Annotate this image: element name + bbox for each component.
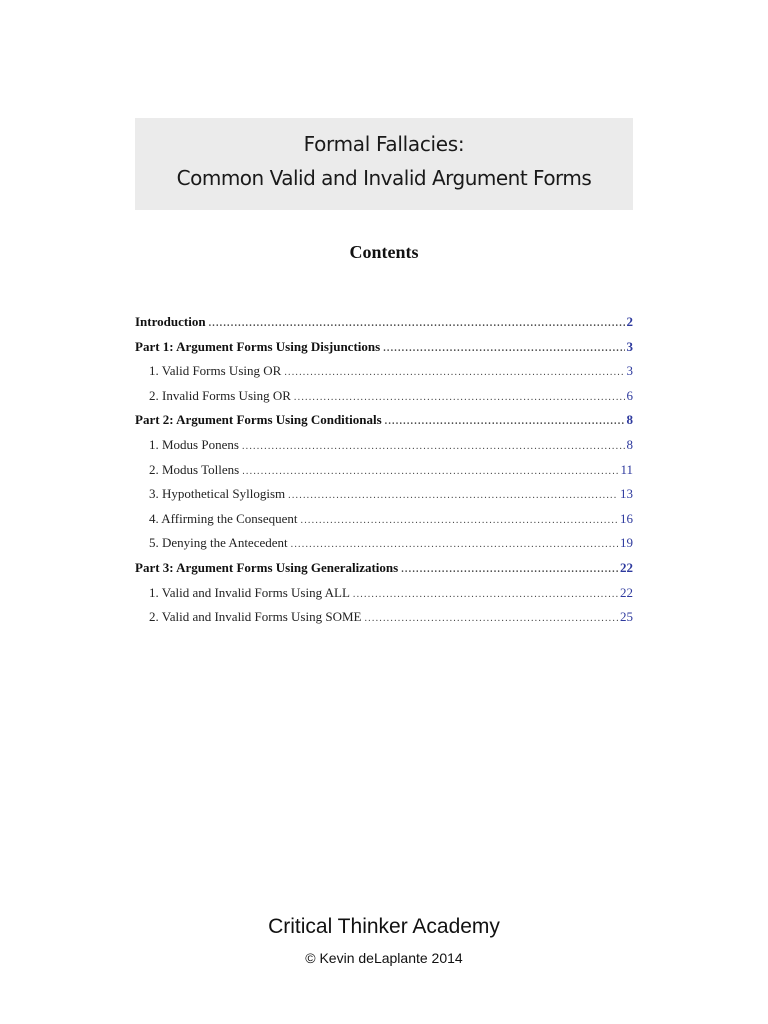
toc-dot-leader [288, 484, 618, 509]
toc-page-number[interactable]: 11 [620, 461, 633, 477]
toc-dot-leader [301, 509, 618, 534]
toc-dot-leader [291, 533, 618, 558]
toc-dot-leader [353, 583, 618, 608]
toc-page-number[interactable]: 19 [620, 535, 633, 551]
toc-entry[interactable] [135, 581, 633, 606]
toc-page-number[interactable]: 16 [620, 510, 633, 526]
toc-entry[interactable] [135, 482, 633, 507]
document-title-line-1: Formal Fallacies: [303, 132, 465, 156]
toc-entry[interactable] [135, 359, 633, 384]
toc-entry-title[interactable]: 5. Denying the Antecedent [149, 535, 288, 551]
toc-entry-title[interactable]: 1. Valid Forms Using OR [149, 363, 282, 379]
toc-entry[interactable] [135, 458, 633, 483]
toc-entry[interactable] [135, 335, 633, 360]
contents-heading: Contents [349, 242, 419, 262]
organization-name: Critical Thinker Academy [268, 915, 500, 938]
toc-entry-title[interactable]: 2. Valid and Invalid Forms Using SOME [149, 609, 362, 625]
toc-entry-title[interactable]: 3. Hypothetical Syllogism [149, 486, 286, 502]
toc-entry-title[interactable]: 2. Invalid Forms Using OR [149, 387, 291, 403]
toc-page-number[interactable]: 2 [626, 314, 633, 329]
document-title-line-2: Common Valid and Invalid Argument Forms [176, 166, 592, 190]
toc-entry-title[interactable]: Part 3: Argument Forms Using Generalizations [135, 559, 399, 575]
toc-entry-title[interactable]: 2. Modus Tollens [149, 461, 240, 477]
toc-entry-title[interactable]: 1. Valid and Invalid Forms Using ALL [149, 584, 350, 600]
toc-entry-title[interactable]: Part 1: Argument Forms Using Disjunctions [135, 338, 381, 354]
title-box [135, 118, 633, 210]
toc-entry[interactable] [135, 408, 633, 433]
toc-entry[interactable] [135, 433, 633, 458]
toc-page-number[interactable]: 3 [626, 363, 633, 379]
toc-page-number[interactable]: 8 [626, 412, 633, 428]
toc-page-number[interactable]: 22 [620, 584, 633, 600]
toc-dot-leader [242, 460, 618, 485]
toc-dot-leader [383, 337, 624, 362]
toc-entry-title[interactable]: 4. Affirming the Consequent [149, 510, 298, 526]
toc-page-number[interactable]: 8 [626, 436, 633, 452]
toc-dot-leader [364, 607, 618, 632]
toc-page-number[interactable]: 3 [626, 338, 633, 354]
copyright-notice: © Kevin deLaplante 2014 [305, 950, 463, 966]
toc-entry[interactable] [135, 310, 633, 335]
toc-entry-title[interactable]: 1. Modus Ponens [149, 436, 239, 452]
toc-entry[interactable] [135, 605, 633, 630]
toc-dot-leader [242, 435, 625, 460]
toc-dot-leader [401, 558, 618, 583]
toc-dot-leader [294, 386, 625, 411]
toc-entry[interactable] [135, 384, 633, 409]
table-of-contents [135, 310, 633, 630]
toc-dot-leader [284, 361, 624, 386]
toc-page-number[interactable]: 13 [620, 486, 633, 502]
toc-entry[interactable] [135, 556, 633, 581]
toc-page-number[interactable]: 25 [620, 609, 633, 625]
toc-entry-title[interactable]: Part 2: Argument Forms Using Conditionals [135, 412, 382, 428]
toc-dot-leader [385, 410, 625, 435]
toc-entry[interactable] [135, 531, 633, 556]
toc-entry-title[interactable]: Introduction [135, 314, 206, 329]
toc-entry[interactable] [135, 507, 633, 532]
toc-dot-leader [209, 312, 625, 337]
toc-page-number[interactable]: 6 [626, 387, 633, 403]
toc-page-number[interactable]: 22 [620, 559, 633, 575]
